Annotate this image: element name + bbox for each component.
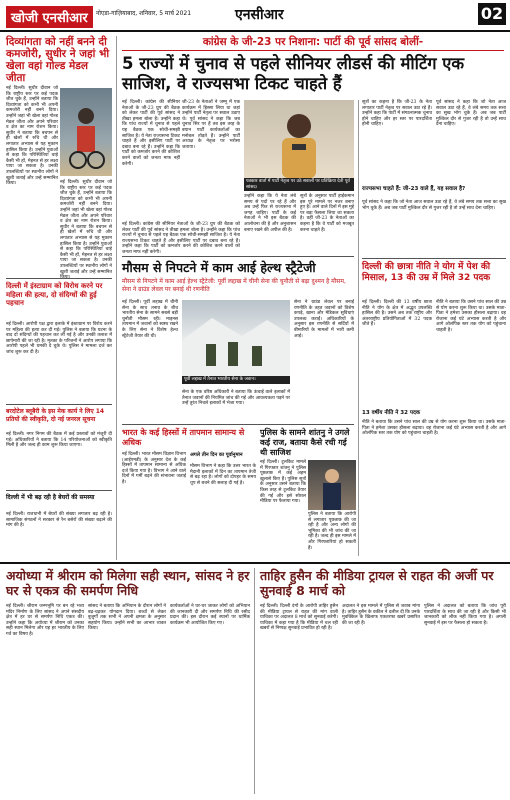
page-number: 02: [478, 3, 506, 25]
left-story4-body: नई दिल्ली। राजधानी में बेघरों की संख्या लगातार बढ़ रही है। सामाजिक संगठनों ने सरकार से रैन बसेरों की संख्या बढ़ाने की मांग की है।: [6, 512, 112, 529]
left-story1-body-cont: नई दिल्ली। सुधीर दीवान जो कि राष्ट्रीय स्तर पर कई पदक जीत चुके हैं, उन्होंने बताया कि दिव्यांगता को कभी भी अपनी कमजोरी नहीं बनने दिया। उन्होंने जहां भी खेला वहां गोल्ड मेडल जीता और अपने परिवार व क्षेत्र का नाम रोशन किया। सुधीर ने बताया कि बचपन से ही खेलों में रुचि थी और लगातार अभ्यास से यह मुकाम हासिल किया है। उन्होंने युवाओं से कहा कि परिस्थितियां चाहे कैसी भी हों, मेहनत से हर लक्ष्य पाया जा सकता है। उनकी उपलब्धियों पर स्थानीय लोगों ने खुशी जताई और उन्हें सम्मानित: [60, 180, 112, 275]
weather-story-body-3: सेना के एक वरिष्ठ अधिकारी ने बताया कि ऊंचाई वाले इलाकों में तैनात जवानों की नियमित जांच की गई और आवश्यकता पड़ने पर उन्हें तुरंत निचले इलाकों में भेजा गया।: [182, 390, 290, 407]
column-rule: [254, 568, 255, 794]
speaker-photo-icon: [244, 100, 354, 178]
athlete-photo-icon: [60, 88, 112, 176]
left-story2-headline: दिल्ली में इंस्टाग्राम को विरोध करने पर महिला की हत्या, दो संदिग्धों की हुई पहचान: [6, 282, 103, 307]
weather-story-body-2: सेना ने ग्राउंड लेवल पर बनाई रणनीति के तहत जवानों को विशेष कपड़े, खाना और मेडिकल सुविधाएं उपलब्ध कराईं। अधिकारियों के अनुसार इस रणनीति से सर्दियों में बीमारियों के मामलों में भारी कमी आई।: [294, 300, 354, 339]
right-story1-body-3: पूर्व सांसद ने कहा कि जो नेता आज सवाल उठा रहे हैं, वे लंबे समय तक सत्ता का सुख भोग चुके हैं। अब जब पार्टी मुश्किल दौर से गुजर रही है तो उन्हें साथ देना चाहिए।: [362, 200, 506, 211]
divider: [122, 424, 354, 425]
bottom-left-body-3: कार्यकर्ताओं ने घर-घर जाकर लोगों को अभियान की जानकारी दी और समर्पण निधि की रसीद प्रदान की। इस दौरान कई स्थानों पर धार्मिक कार्यक्रम भी आयोजित किए गए।: [170, 604, 250, 626]
left-story1-headline: दिव्यांगता को नहीं बनने दी कमजोरी, सुधीर ने जहां भी खेला वहां गोल्ड मेडल जीता: [6, 36, 110, 84]
bottom-right-body-3: पुलिस ने अदालत को बताया कि जांच पूरी पारदर्शिता के साथ की जा रही है और किसी भी जानकारी को लीक नहीं किया गया है। अगली सुनवाई में इस पर फैसला हो सकता है।: [424, 604, 506, 626]
bsf-story-headline: भारत के कई हिस्सों में तापमान सामान्य से अधिक: [122, 428, 245, 447]
divider: [122, 256, 354, 257]
police-story-body-2: पुलिस ने बताया कि आरोपी से लगातार पूछताछ की जा रही है और अन्य लोगों की भूमिका की भी जांच की जा रही है। जल्द ही इस मामले में और गिरफ्तारियां हो सकती हैं।: [308, 512, 356, 551]
weather-story-headline: मौसम से निपटने में काम आई हेल्थ स्ट्रैटेजी: [122, 260, 316, 275]
bottom-left-body-1: नई दिल्ली। श्रीराम जन्मभूमि पर बन रहे भव्य मंदिर निर्माण के लिए सांसद ने अपने संसदीय क्षेत्र में हर घर से समर्पण निधि एकत्र की। उन्होंने कहा कि अयोध्या में श्रीराम को उनका सही स्थान मिलेगा और यह हर भारतीय के लिए गर्व का विषय है।: [6, 604, 84, 637]
main-story-body-3: उन्होंने कहा कि ये नेता लंबे समय से पदों पर रहे हैं और अब उन्हें फिर से राज्यसभा में जगह चाहिए। पार्टी के कई नेताओं ने भी इस बैठक की आलोचना की है और अनुशासन बनाए रखने की अपील की है।: [244, 194, 296, 233]
police-story-body-1: नई दिल्ली। टूलकिट मामले में गिरफ्तार शांतनु ने पुलिस पूछताछ में कई अहम खुलासे किए हैं। पुलिस सूत्रों के अनुसार उसने बताया कि किस तरह से टूलकिट तैयार की गई और इसे सोशल मीडिया पर फैलाया गया।: [260, 460, 306, 505]
divider: [362, 258, 506, 259]
bsf-story-body-2: मौसम विभाग ने कहा कि उत्तर भारत के मैदानी इलाकों में दिन का तापमान तेजी से बढ़ रहा है। लोगों को दोपहर के समय धूप से बचने की सलाह दी गई है।: [190, 464, 256, 486]
bottom-right-body-1: नई दिल्ली। दिल्ली दंगों के आरोपी ताहिर हुसैन की मीडिया ट्रायल से राहत की मांग वाली याचिका पर अदालत 8 मार्च को सुनवाई करेगी। याचिका में कहा गया है कि मीडिया में चल रही खबरों से निष्पक्ष सुनवाई प्रभावित हो रही है।: [260, 604, 338, 632]
left-story3-body: नई दिल्ली। नगर निगम की बैठक में कई प्रस्तावों को मंजूरी दी गई। अधिकारियों ने बताया कि 14 परियोजनाओं को स्वीकृति मिली है और जल्द ही काम शुरू किया जाएगा।: [6, 432, 112, 449]
right-story1-body-1: सूत्रों का कहना है कि जी-23 के नेता लगातार पार्टी नेतृत्व पर सवाल उठा रहे हैं। उन्होंने कहा कि पार्टी में संगठनात्मक चुनाव होने चाहिए और हर स्तर पर पारदर्शिता होनी चाहिए।: [362, 100, 432, 128]
kicker-rule: [122, 50, 504, 51]
main-headline: 5 राज्यों में चुनाव से पहले सीनियर लीडर्स की मीटिंग एक साजिश, वे राज्यसभा टिकट चाहते हैं: [122, 54, 465, 93]
section-title: एनसीआर: [235, 7, 284, 23]
left-story4-headline: दिल्ली में भी बढ़ रही है बेघरों की समस्या: [6, 494, 95, 501]
police-story-photo: [308, 460, 356, 510]
dateline: नोएडा-गाज़ियाबाद, शनिवार, 5 मार्च 2021: [96, 10, 192, 17]
divider: [6, 490, 112, 491]
weather-story-body-1: नई दिल्ली। पूर्वी लद्दाख में चीनी सेना के साथ तनाव के बीच भारतीय सेना के सामने सबसे बड़ी चुनौती मौसम रही। माइनस तापमान में जवानों को स्वस्थ रखने के लिए सेना ने विशेष हेल्थ स्ट्रैटेजी तैयार की थी।: [122, 300, 178, 339]
bottom-left-headline: अयोध्या में श्रीराम को मिलेगा सही स्थान, सांसद ने हर घर से एकत्र की समर्पण निधि: [6, 568, 250, 598]
left-story1-photo: [60, 88, 112, 176]
left-story1-body: नई दिल्ली। सुधीर दीवान जो कि राष्ट्रीय स्तर पर कई पदक जीत चुके हैं, उन्होंने बताया कि दिव्यांगता को कभी भी अपनी कमजोरी नहीं बनने दिया। उन्होंने जहां भी खेला वहां गोल्ड मेडल जीता और अपने परिवार व क्षेत्र का नाम रोशन किया। सुधीर ने बताया कि बचपन से ही खेलों में रुचि थी और लगातार अभ्यास से यह मुकाम हासिल किया है। उन्होंने युवाओं से कहा कि परिस्थितियां चाहे कैसी भी हों, मेहनत से हर लक्ष्य पाया जा सकता है। उनकी उपलब्धियों पर स्थानीय लोगों ने खुशी जताई और उन्हें सम्मानित किया।: [6, 86, 58, 187]
soldiers-photo-icon: [182, 300, 290, 376]
column-rule: [116, 36, 117, 560]
right-story2-body-3: नीति ने बताया कि उसने पांच साल की उम्र से योग करना शुरू किया था। उसके माता-पिता ने हमेशा उसका हौसला बढ़ाया। वह रोजाना कई घंटे अभ्यास करती है और आगे ओलंपिक स्तर तक योग को पहुंचाना चाहती है।: [362, 420, 506, 437]
police-story-headline: पुलिस के सामने शांतनु ने उगले कई राज, बताया कैसे रची गई थी साजिश: [260, 428, 350, 457]
main-story-body-1: नई दिल्ली। कांग्रेस की सीनियर नेताओं के जी-23 ग्रुप की बैठक को लेकर पार्टी की पूर्व सांसद ने तीखा हमला बोला है। उन्होंने कहा कि पांच राज्यों में चुनाव से पहले यह बैठक एक सोची-समझी साजिश है। ये नेता राज्यसभा टिकट चाहते हैं और इसीलिए पार्टी पर दबाव बना रहे हैं। उन्होंने कहा कि पार्टी को कमजोर करने की कोशिश करने वालों को जनता माफ नहीं करेगी।: [122, 100, 180, 167]
right-story1-subhead: राज्यसभा चाहते हैं: जी-23 वाले हैं, यह सवाल है?: [362, 186, 466, 192]
bottom-band-rule: [0, 562, 510, 564]
right-story2-body-2: नीति ने बताया कि उसने पांच साल की उम्र से योग करना शुरू किया था। उसके माता-पिता ने हमेशा उसका हौसला बढ़ाया। वह रोजाना कई घंटे अभ्यास करती है और आगे ओलंपिक स्तर तक योग को पहुंचाना चाहती है।: [436, 300, 506, 333]
main-story-body-5: नई दिल्ली। कांग्रेस की सीनियर नेताओं के जी-23 ग्रुप की बैठक को लेकर पार्टी की पूर्व सांसद ने तीखा हमला बोला है। उन्होंने कहा कि पांच राज्यों में चुनाव से पहले यह बैठक एक सोची-समझी साजिश है। ये नेता राज्यसभा टिकट चाहते हैं और इसीलिए पार्टी पर दबाव बना रहे हैं। उन्होंने कहा कि पार्टी को कमजोर करने की कोशिश करने वालों को जनता माफ नहीं करेगी।: [122, 222, 240, 255]
weather-story-subhead: मौसम से निपटने में काम आई हेल्थ स्ट्रैटेजी: पूर्वी लद्दाख में चीनी सेना की चुनौती से बढ़ा दुश्मन है मौसम, सेना ने ग्राउंड लेवल पर बनाई थी रणनीति: [122, 278, 346, 293]
weather-photo-caption: पूर्वी लद्दाख में तैनात भारतीय सेना के जवान।: [182, 376, 290, 384]
main-story-body-4: सूत्रों के अनुसार पार्टी हाईकमान इस पूरे मामले पर नजर बनाए हुए है। आने वाले दिनों में इस मुद्दे पर बड़ा फैसला लिया जा सकता है। वहीं जी-23 के नेताओं का कहना है कि वे पार्टी को मजबूत करना चाहते हैं।: [300, 194, 354, 233]
weather-story-photo: [182, 300, 290, 376]
main-photo-caption: पत्रकार वार्ता में पार्टी नेतृत्व पर उठे सवालों पर प्रतिक्रिया देती पूर्व सांसद।: [244, 178, 354, 191]
column-rule: [358, 100, 359, 556]
main-kicker: कांग्रेस के जी-23 पर निशाना: पार्टी की पूर्व सांसद बोलीं-: [202, 36, 424, 48]
left-story3-headline: बरदोटेल ब्लूबैरी के इस मेक कार्य ने लिए 14 प्रतियों की स्वीकृति, दो नई जनरल सूचना: [6, 408, 105, 423]
bottom-right-body-2: अदालत ने इस मामले में पुलिस से जवाब मांगा है। ताहिर हुसैन के वकील ने दलील दी कि उनके मुवक्किल के खिलाफ एकतरफा खबरें प्रसारित की जा रही हैं।: [342, 604, 420, 626]
main-story-body-2: जी-23 के नेताओं ने जम्मू में एक कार्यक्रम में हिस्सा लिया था जहां उन्होंने पार्टी नेतृत्व पर सवाल उठाए थे। पूर्व सांसद ने कहा कि जब चुनाव सिर पर हैं तब इस तरह के बयान पार्टी कार्यकर्ताओं का मनोबल तोड़ते हैं। उन्होंने पार्टी अध्यक्ष के नेतृत्व पर भरोसा जताया।: [182, 100, 240, 150]
right-story1-body-2: पूर्व सांसद ने कहा कि जो नेता आज सवाल उठा रहे हैं, वे लंबे समय तक सत्ता का सुख भोग चुके हैं। अब जब पार्टी मुश्किल दौर से गुजर रही है तो उन्हें साथ देना चाहिए।: [436, 100, 506, 128]
bsf-story-body-1: नई दिल्ली। भारत मौसम विज्ञान विभाग (आईएमडी) के अनुसार देश के कई हिस्सों में तापमान सामान्य से अधिक दर्ज किया गया है। विभाग ने आने वाले दिनों में गर्मी बढ़ने की संभावना जताई है।: [122, 452, 186, 485]
right-story2-headline: दिल्ली की छात्रा नीति ने योग में पेश की मिसाल, 13 की उम्र में मिले 32 पदक: [362, 262, 491, 283]
bottom-left-body-2: सांसद ने बताया कि अभियान के दौरान लोगों ने बढ़-चढ़कर योगदान दिया। बच्चों से लेकर बुजुर्गों तक सभी ने अपनी क्षमता के अनुसार सहयोग किया। उन्होंने सभी का आभार व्यक्त किया।: [88, 604, 166, 632]
masthead-logo: खोजी एनसीआर: [6, 6, 93, 28]
right-story2-subhead: 13 वर्षीय नीति ने 32 पदक: [362, 410, 421, 416]
arrest-photo-icon: [308, 460, 356, 510]
right-story2-body-1: नई दिल्ली। दिल्ली की 13 वर्षीय छात्रा नीति ने योग के क्षेत्र में अद्भुत उपलब्धि हासिल की है। उसने अब तक राष्ट्रीय और अंतरराष्ट्रीय प्रतियोगिताओं में 32 पदक जीते हैं।: [362, 300, 432, 328]
divider: [6, 404, 112, 405]
main-story-photo: [244, 100, 354, 178]
divider: [6, 278, 112, 279]
bsf-story-subhead: अगले तीन दिन का पूर्वानुमान: [190, 452, 243, 458]
bottom-right-headline: ताहिर हुसैन की मीडिया ट्रायल से राहत की अर्जी पर सुनवाई 8 मार्च को: [260, 568, 494, 598]
left-story2-body: नई दिल्ली। आरोपी पक्ष द्वारा इलाके में इंस्टाग्राम पर विरोध करने पर महिला की हत्या कर दी गई। पुलिस ने बताया कि घटना के बाद दो संदिग्धों की पहचान कर ली गई है और उनकी तलाश में छापेमारी की जा रही है। मृतका के परिजनों ने आरोप लगाया कि आरोपी पहले भी धमकी दे चुके थे। पुलिस ने मामला दर्ज कर जांच शुरू कर दी है।: [6, 322, 112, 355]
